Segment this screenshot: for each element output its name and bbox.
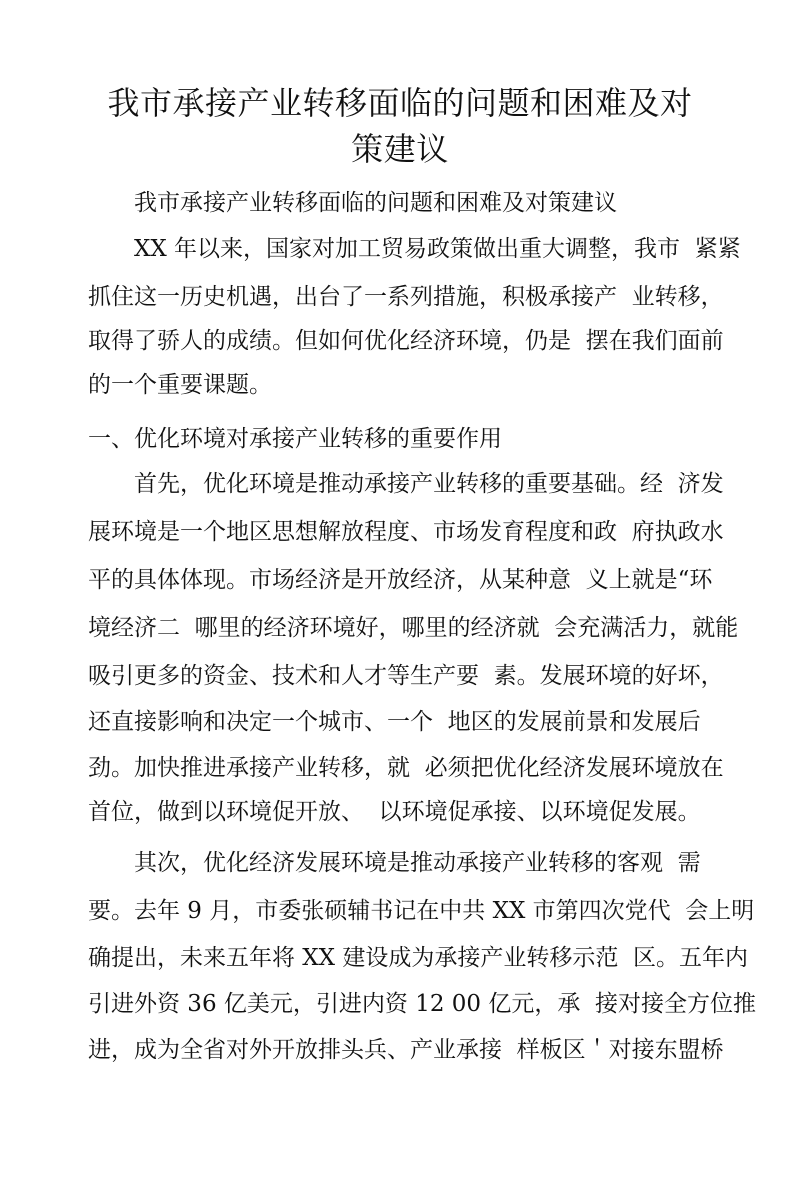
paragraph-line: 引进外资 36 亿美元，引进内资 12 00 亿元，承 接对接全方位推: [88, 991, 756, 1017]
paragraph-line: 吸引更多的资金、技术和人才等生产要 素。发展环境的好坏，: [88, 663, 724, 689]
paragraph-line: XX 年以来，国家对加工贸易政策做出重大调整，我市 紧紧: [134, 236, 741, 262]
paragraph-line: 首先，优化环境是推动承接产业转移的重要基础。经 济发: [134, 471, 724, 497]
paragraph-line: 进，成为全省对外开放排头兵、产业承接 样板区＇对接东盟桥: [88, 1037, 724, 1063]
paragraph-line: 展环境是一个地区思想解放程度、市场发育程度和政 府执政水: [88, 519, 724, 545]
paragraph-line: 还直接影响和决定一个城市、一个 地区的发展前景和发展后: [88, 709, 701, 735]
section-heading: 一、优化环境对承接产业转移的重要作用: [88, 426, 502, 452]
paragraph-line: 其次，优化经济发展环境是推动承接产业转移的客观 需: [134, 850, 701, 876]
paragraph-line: 平的具体体现。市场经济是开放经济，从某种意 义上就是“环: [88, 567, 713, 593]
subtitle-line: 我市承接产业转移面临的问题和困难及对策建议: [134, 190, 617, 216]
paragraph-line: 劲。加快推进承接产业转移，就 必须把优化经济发展环境放在: [88, 755, 724, 781]
document-title-line-2: 策建议: [351, 130, 449, 168]
paragraph-line: 首位，做到以环境促开放、 以环境促承接、以环境促发展。: [88, 799, 701, 825]
paragraph-line: 境经济二 哪里的经济环境好，哪里的经济就 会充满活力，就能: [88, 615, 739, 641]
paragraph-line: 要。去年 9 月，市委张硕辅书记在中共 XX 市第四次党代 会上明: [88, 898, 755, 924]
paragraph-line: 取得了骄人的成绩。但如何优化经济环境，仍是 摆在我们面前: [88, 328, 724, 354]
paragraph-line: 确提出，未来五年将 XX 建设成为承接产业转移示范 区。五年内: [88, 945, 748, 971]
paragraph-line: 的一个重要课题。: [88, 372, 272, 398]
paragraph-line: 抓住这一历史机遇，出台了一系列措施，积极承接产 业转移，: [88, 284, 724, 310]
document-title-line-1: 我市承接产业转移面临的问题和困难及对: [107, 84, 693, 122]
